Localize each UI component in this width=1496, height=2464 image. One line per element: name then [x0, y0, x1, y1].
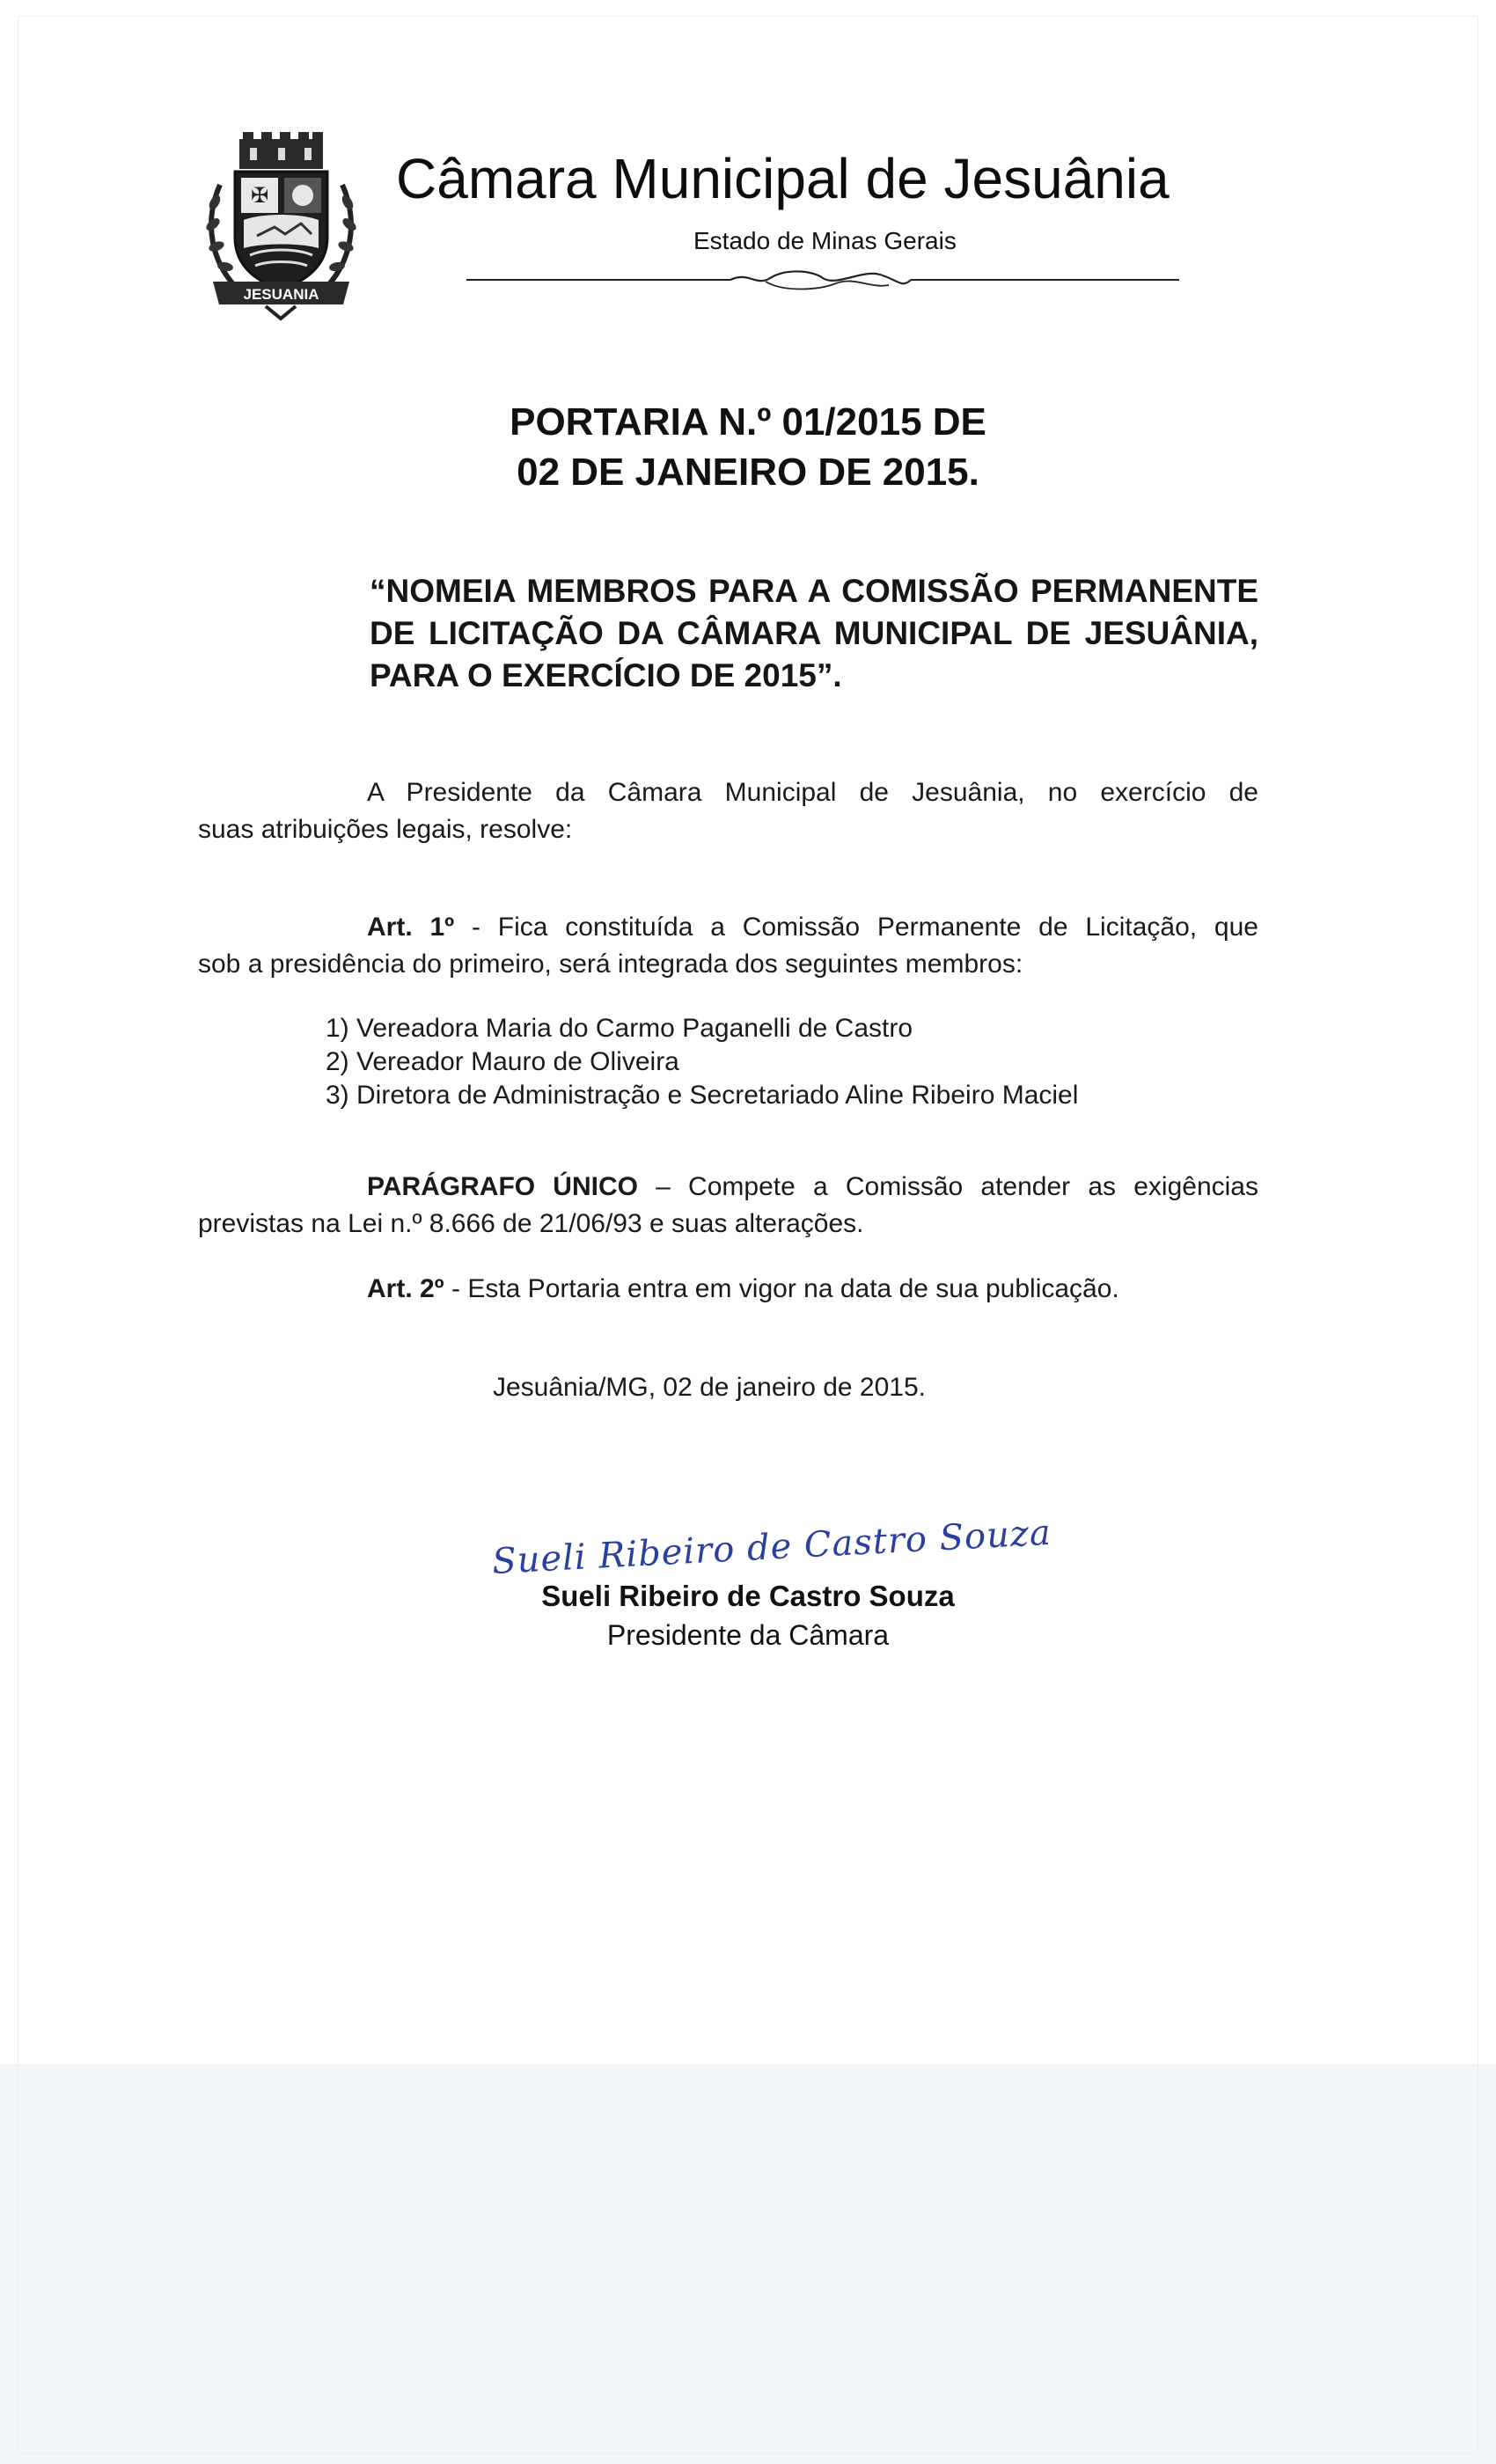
portaria-number: PORTARIA N.º 01/2015 DE: [510, 400, 986, 444]
crest-label: JESUANIA: [243, 286, 319, 303]
preamble-line: suas atribuições legais, resolve:: [198, 815, 573, 844]
ementa-line: DE LICITAÇÃO DA CÂMARA MUNICIPAL DE JESUÂNIA,: [370, 615, 1258, 651]
crest-logo: [204, 132, 358, 319]
decorative-divider: [466, 262, 1179, 297]
ementa-line: PARA O EXERCÍCIO DE 2015”.: [370, 657, 842, 693]
paragrafo-unico: [198, 1169, 1258, 1243]
paragrafo-text: – Compete a Comissão atender as exigências: [637, 1172, 1258, 1201]
institution-title: Câmara Municipal de Jesuânia: [396, 147, 1170, 210]
article-1-text: - Fica constituída a Comissão Permanente de Licitação, que: [454, 913, 1258, 942]
members-list: [326, 1012, 1078, 1112]
signatory-name: Sueli Ribeiro de Castro Souza: [541, 1580, 955, 1612]
list-item: 3) Diretora de Administração e Secretariado Aline Ribeiro Maciel: [326, 1081, 1079, 1110]
list-item: 2) Vereador Mauro de Oliveira: [326, 1047, 679, 1076]
date-line: Jesuânia/MG, 02 de janeiro de 2015.: [493, 1373, 926, 1402]
signatory-role: Presidente da Câmara: [606, 1619, 890, 1651]
article-2-label: Art. 2º: [367, 1274, 444, 1303]
paragrafo-text-cont: previstas na Lei n.º 8.666 de 21/06/93 e suas alterações.: [198, 1209, 864, 1238]
article-1-label: Art. 1º: [367, 913, 455, 942]
article-1: [198, 909, 1258, 983]
ementa-line: “NOMEIA MEMBROS PARA A COMISSÃO PERMANENTE: [370, 573, 1258, 609]
list-item: 1) Vereadora Maria do Carmo Paganelli de Castro: [326, 1014, 913, 1043]
article-1-text-cont: sob a presidência do primeiro, será integrada dos seguintes membros:: [198, 950, 1023, 979]
institution-subtitle: Estado de Minas Gerais: [693, 227, 957, 254]
preamble-paragraph: [198, 774, 1258, 848]
signature-script: Sueli Ribeiro de Castro Souza: [491, 1512, 1052, 1582]
preamble-line: A Presidente da Câmara Municipal de Jesuânia, no exercício de: [367, 778, 1258, 807]
portaria-date: 02 DE JANEIRO DE 2015.: [517, 451, 979, 494]
article-2: [367, 1274, 1119, 1304]
paragrafo-label: PARÁGRAFO ÚNICO: [367, 1172, 638, 1201]
svg-text:✠: ✠: [250, 183, 269, 208]
ementa: [370, 570, 1258, 697]
article-2-text: - Esta Portaria entra em vigor na data de sua publicação.: [444, 1274, 1119, 1303]
